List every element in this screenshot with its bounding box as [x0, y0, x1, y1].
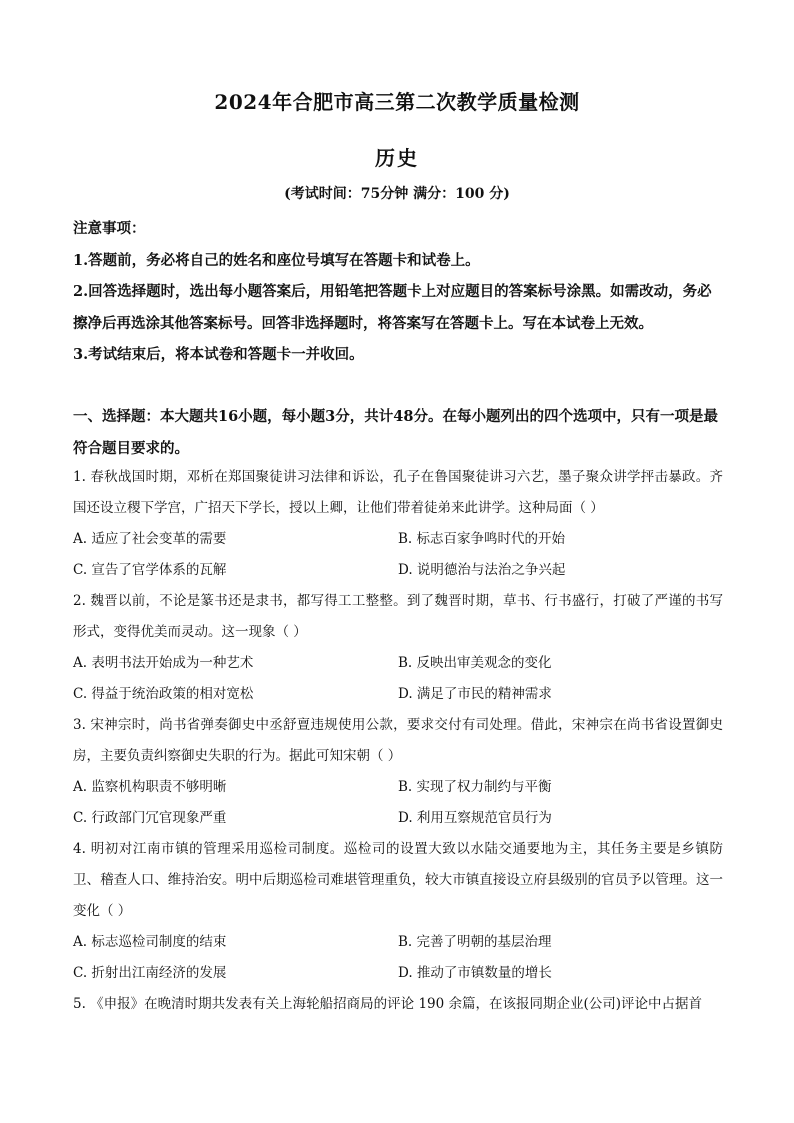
note-item: 3.考试结束后，将本试卷和答题卡一并收回。 — [73, 346, 364, 363]
section-text: 一、选择题：本大题共16小题，每小题3分，共计48分。在每小题列出的四个选项中，只有一项是最符合题目要求的。 — [73, 408, 718, 457]
question-list — [73, 462, 723, 1020]
option-list — [73, 648, 723, 710]
option-a: A. 监察机构职责不够明晰 — [73, 779, 227, 795]
notes-block — [73, 213, 723, 371]
section-heading — [73, 401, 723, 464]
option-b: B. 反映出审美观念的变化 — [398, 655, 552, 671]
option-a: A. 适应了社会变革的需要 — [73, 531, 227, 547]
question-5 — [73, 989, 723, 1020]
option-d: D. 满足了市民的精神需求 — [398, 686, 552, 702]
option-d: D. 推动了市镇数量的增长 — [398, 965, 552, 981]
question-3 — [73, 710, 723, 834]
question-2 — [73, 586, 723, 710]
subject-title: 历史 — [375, 146, 419, 170]
option-a: A. 表明书法开始成为一种艺术 — [73, 655, 254, 671]
note-item: 1.答题前，务必将自己的姓名和座位号填写在答题卡和试卷上。 — [73, 251, 480, 269]
exam-title: 2024年合肥市高三第二次教学质量检测 — [214, 90, 580, 114]
exam-info: (考试时间：75分钟 满分：100 分) — [284, 186, 510, 202]
option-list — [73, 927, 723, 989]
option-b: B. 实现了权力制约与平衡 — [398, 779, 552, 795]
question-stem: 2. 魏晋以前，不论是篆书还是隶书，都写得工工整整。到了魏晋时期，草书、行书盛行，打破了严谨的书写形式，变得优美而灵动。这一现象（ ） — [73, 593, 723, 640]
option-d: D. 说明德治与法治之争兴起 — [398, 562, 566, 578]
question-4 — [73, 834, 723, 989]
option-c: C. 得益于统治政策的相对宽松 — [73, 686, 254, 702]
question-stem: 5. 《申报》在晚清时期共发表有关上海轮船招商局的评论 190 余篇，在该报同期企业(公司)评论中占据首 — [73, 996, 703, 1012]
option-c: C. 行政部门冗官现象严重 — [73, 810, 227, 826]
notes-heading: 注意事项： — [73, 220, 146, 237]
option-c: C. 折射出江南经济的发展 — [73, 965, 227, 981]
question-stem: 3. 宋神宗时，尚书省弹奏御史中丞舒亶违规使用公款，要求交付有司处理。借此，宋神宗在尚书省设置御史房，主要负责纠察御史失职的行为。据此可知宋朝（ ） — [73, 717, 723, 764]
option-b: B. 完善了明朝的基层治理 — [398, 934, 552, 950]
option-d: D. 利用互察规范官员行为 — [398, 810, 552, 826]
question-1 — [73, 462, 723, 586]
question-stem: 1. 春秋战国时期，邓析在郑国聚徒讲习法律和诉讼，孔子在鲁国聚徒讲习六艺，墨子聚众讲学抨击暴政。齐国还设立稷下学宫，广招天下学长，授以上卿，让他们带着徒弟来此讲学。这种局面（ ） — [73, 469, 723, 516]
question-stem: 4. 明初对江南市镇的管理采用巡检司制度。巡检司的设置大致以水陆交通要地为主，其任务主要是乡镇防卫、稽查人口、维持治安。明中后期巡检司难堪管理重负，较大市镇直接设立府县级别的官员予以管理。这一变化（ ） — [73, 841, 723, 919]
note-item: 2.回答选择题时，选出每小题答案后，用铅笔把答题卡上对应题目的答案标号涂黑。如需改动，务必擦净后再选涂其他答案标号。回答非选择题时，将答案写在答题卡上。写在本试卷上无效。 — [73, 283, 712, 332]
option-list — [73, 524, 723, 586]
option-list — [73, 772, 723, 834]
option-c: C. 宣告了官学体系的瓦解 — [73, 562, 227, 578]
option-a: A. 标志巡检司制度的结束 — [73, 934, 227, 950]
option-b: B. 标志百家争鸣时代的开始 — [398, 531, 566, 547]
